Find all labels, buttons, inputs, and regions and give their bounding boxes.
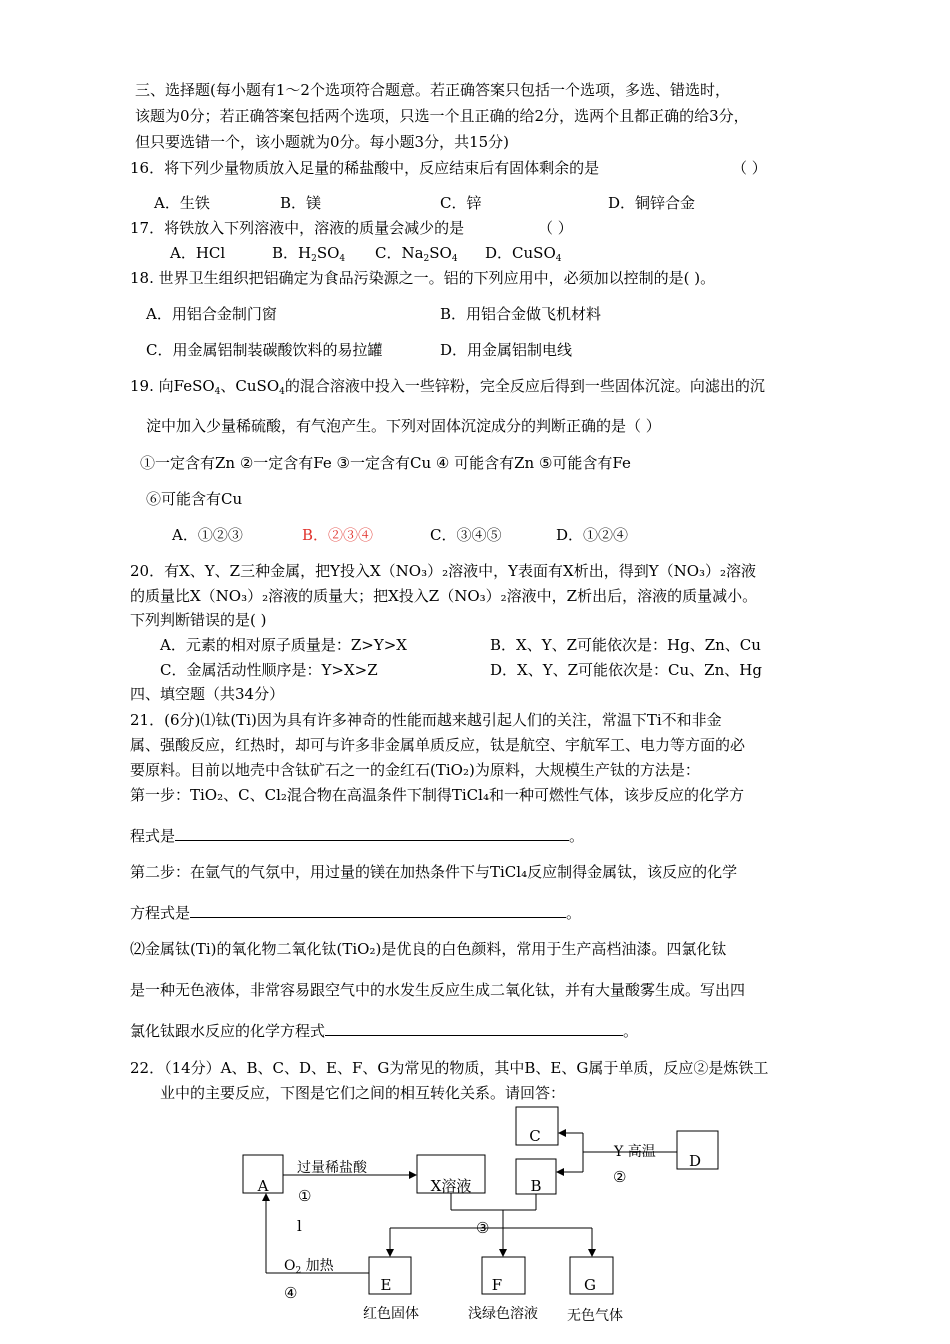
- section4-title: 四、填空题（共34分）: [130, 685, 285, 703]
- q16-option-c: C．锌: [440, 194, 482, 212]
- caption-f: 浅绿色溶液: [468, 1306, 538, 1322]
- label-y-high-temp: Y 高温: [614, 1144, 656, 1160]
- box-g-label: G: [584, 1276, 596, 1294]
- q21-line-7: 方程式是 。: [130, 904, 582, 922]
- q16-option-b: B．镁: [280, 194, 322, 212]
- q20-option-c: C．金属活动性顺序是：Y>X>Z: [160, 661, 378, 679]
- q18-option-d: D．用金属铝制电线: [440, 341, 573, 359]
- box-x-label: X溶液: [430, 1177, 472, 1195]
- q19-line-2: 淀中加入少量稀硫酸，有气泡产生。下列对固体沉淀成分的判断正确的是（ ）: [146, 417, 661, 435]
- q18-option-a: A．用铝合金制门窗: [146, 305, 277, 323]
- q22-line-1: 22．（14分）A、B、C、D、E、F、G为常见的物质，其中B、E、G属于单质，反应②是炼铁工: [130, 1059, 769, 1077]
- label-l-mark: l: [297, 1217, 302, 1235]
- section3-line-2: 该题为0分；若正确答案包括两个选项，只选一个且正确的给2分，选两个且都正确的给3分，: [135, 107, 749, 125]
- q20-line-2: 的质量比X（NO₃）₂溶液的质量大；把X投入Z（NO₃）₂溶液中，Z析出后，溶液的质量减小。: [130, 587, 758, 605]
- q20-option-b: B．X、Y、Z可能依次是：Hg、Zn、Cu: [490, 636, 761, 654]
- q19-option-d: D．①②④: [556, 526, 629, 544]
- q20-option-d: D．X、Y、Z可能依次是：Cu、Zn、Hg: [490, 661, 762, 679]
- section3-line-1: 三、选择题(每小题有1～2个选项符合题意。若正确答案只包括一个选项，多选、错选时，: [135, 81, 730, 99]
- label-reaction-2: ②: [613, 1168, 627, 1186]
- box-d-label: D: [688, 1152, 702, 1170]
- label-o2-heat: $O_2$ 加热: [284, 1258, 334, 1276]
- q21-line-3: 要原料。目前以地壳中含钛矿石之一的金红石(TiO₂)为原料，大规模生产钛的方法是：: [130, 761, 700, 779]
- q21-line-5: 程式是 。: [130, 827, 585, 845]
- q19-option-c: C．③④⑤: [430, 526, 502, 544]
- q18-option-b: B．用铝合金做飞机材料: [440, 305, 602, 323]
- q17-option-c: C．$Na_2SO_4$: [375, 244, 458, 264]
- q21-line-2: 属、强酸反应，红热时，却可与许多非金属单质反应，钛是航空、宇航军工、电力等方面的必: [130, 736, 746, 754]
- q16-option-d: D．铜锌合金: [608, 194, 696, 212]
- caption-e: 红色固体: [363, 1306, 419, 1322]
- section3-line-3: 但只要选错一个，该小题就为0分。每小题3分，共15分): [135, 133, 510, 151]
- box-f-label: F: [491, 1276, 503, 1294]
- q21-line-9: 是一种无色液体，非常容易跟空气中的水发生反应生成二氧化钛，并有大量酸雾生成。写出四: [130, 981, 746, 999]
- box-e-label: E: [380, 1276, 392, 1294]
- q20-option-a: A．元素的相对原子质量是：Z>Y>X: [160, 636, 407, 654]
- q16-stem: 16．将下列少量物质放入足量的稀盐酸中，反应结束后有固体剩余的是: [130, 159, 600, 177]
- label-reaction-1: ①: [298, 1187, 312, 1205]
- q17-option-a: A．HCl: [170, 244, 226, 262]
- q19-option-a: A．①②③: [172, 526, 243, 544]
- caption-g: 无色气体: [567, 1308, 623, 1324]
- q18-option-c: C．用金属铝制装碳酸饮料的易拉罐: [146, 341, 383, 359]
- q19-line-1: 19. 向FeSO$_4$、CuSO$_4$的混合溶液中投入一些锌粉，完全反应后得到一些固体沉淀。向滤出的沉: [130, 377, 765, 397]
- box-b-label: B: [530, 1177, 542, 1195]
- box-a-label: A: [257, 1177, 269, 1195]
- q21-line-10: 氯化钛跟水反应的化学方程式 。: [130, 1022, 639, 1040]
- label-reaction-3: ③: [476, 1219, 490, 1237]
- q17-option-d: D．CuSO$_4$: [485, 244, 562, 264]
- q21-line-6: 第二步：在氩气的气氛中，用过量的镁在加热条件下与TiCl₄反应制得金属钛，该反应的化学: [130, 863, 738, 881]
- q20-line-1: 20．有X、Y、Z三种金属，把Y投入X（NO₃）₂溶液中，Y表面有X析出，得到Y（NO₃）₂溶液: [130, 562, 757, 580]
- q19-option-b: B．②③④: [302, 526, 374, 544]
- box-c-label: C: [529, 1127, 541, 1145]
- q19-line-4: ⑥可能含有Cu: [146, 490, 243, 508]
- q17-paren: （ ）: [538, 219, 573, 237]
- q16-paren: （ ）: [732, 159, 767, 177]
- label-reaction-4: ④: [284, 1284, 298, 1302]
- q17-option-b: B．$H_2SO_4$: [272, 244, 346, 264]
- q16-option-a: A．生铁: [154, 194, 210, 212]
- q19-line-3: ①一定含有Zn ②一定含有Fe ③一定含有Cu ④ 可能含有Zn ⑤可能含有Fe: [140, 454, 631, 472]
- q18-stem: 18. 世界卫生组织把铝确定为食品污染源之一。铝的下列应用中，必须加以控制的是( )。: [130, 269, 716, 287]
- q22-line-2: 业中的主要反应，下图是它们之间的相互转化关系。请回答：: [160, 1084, 566, 1102]
- label-excess-hcl: 过量稀盐酸: [297, 1160, 367, 1176]
- q21-line-4: 第一步：TiO₂、C、Cl₂混合物在高温条件下制得TiCl₄和一种可燃性气体，该步反应的化学方: [130, 786, 744, 804]
- q21-line-1: 21．(6分)⑴钛(Ti)因为具有许多神奇的性能而越来越引起人们的关注，常温下Ti不和非金: [130, 711, 722, 729]
- box-f: [482, 1257, 525, 1294]
- q17-stem: 17．将铁放入下列溶液中，溶液的质量会减少的是: [130, 219, 465, 237]
- q20-line-3: 下列判断错误的是( ): [130, 611, 267, 629]
- q21-line-8: ⑵金属钛(Ti)的氧化物二氧化钛(TiO₂)是优良的白色颜料，常用于生产高档油漆。四氯化钛: [130, 940, 727, 958]
